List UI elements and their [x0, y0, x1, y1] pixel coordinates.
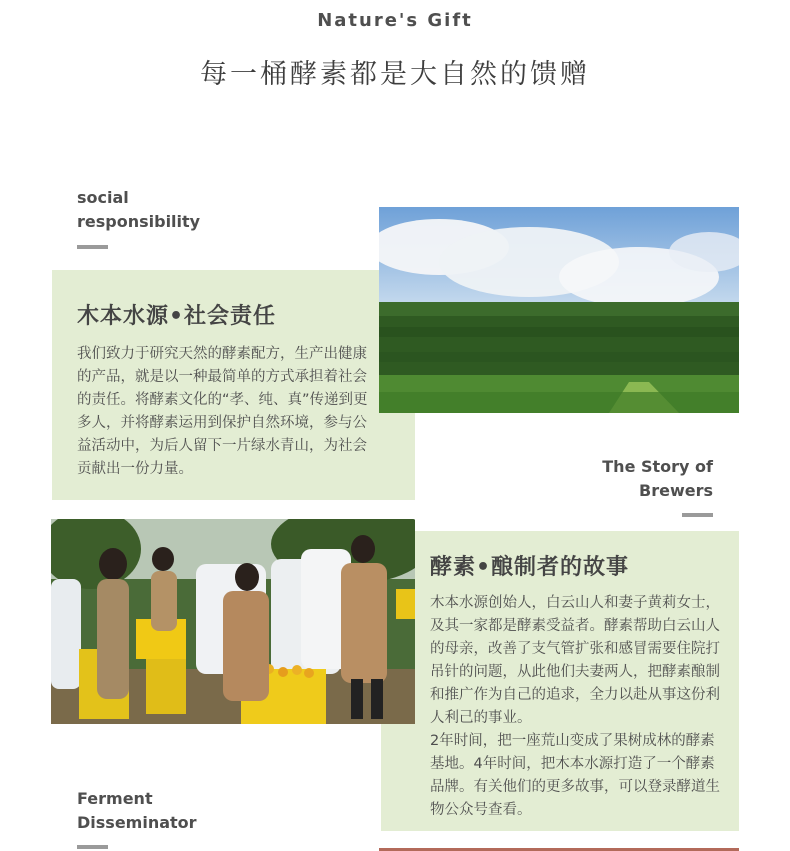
header-chinese-title: 每一桶酵素都是大自然的馈赠 [200, 59, 590, 90]
section1-divider [77, 245, 108, 249]
section2-body [430, 592, 725, 822]
section3-english-line1: Ferment [77, 789, 153, 808]
section1-title: 木本水源•社会责任 [77, 304, 277, 329]
header-english-title: Nature's Gift [317, 10, 473, 31]
section1-english-line2: responsibility [77, 212, 201, 231]
section3-english-line2: Disseminator [77, 813, 197, 832]
section1-english-line1: social [77, 188, 129, 207]
section2-body-paragraph1: 木本水源创始人，白云山人和妻子黄莉女士，及其一家都是酵素受益者。酵素帮助白云山人的母亲，改善了支气管扩张和感冒需要住院打吊针的问题，从此他们夫妻两人，把酵素酿制和推广作为自己的追求，全力以赴从事这份利人利己的事业。 [430, 595, 720, 726]
section2-english-line2: Brewers [639, 481, 713, 500]
section2-divider [682, 513, 713, 517]
section2-body-paragraph2: 2年时间，把一座荒山变成了果树成林的酵素基地。4年时间，把木本水源打造了一个酵素品牌。有关他们的更多故事，可以登录酵道生物公众号查看。 [430, 733, 720, 818]
brewers-group-photo [51, 519, 415, 724]
section2-title: 酵素•酿制者的故事 [430, 555, 630, 580]
section2-english-line1: The Story of [602, 457, 713, 476]
section3-divider [77, 845, 108, 849]
orchard-landscape-photo [379, 207, 739, 413]
section3-english-label [77, 787, 197, 835]
section2-english-label [560, 455, 713, 503]
section1-body: 我们致力于研究天然的酵素配方，生产出健康的产品，就是以一种最简单的方式承担着社会的责任。将酵素文化的“孝、纯、真”传递到更多人，并将酵素运用到保护自然环境，参与公益活动中，为后人留下一片绿水青山，为社会贡献出一份力量。 [77, 346, 368, 477]
section1-english-label [77, 186, 200, 234]
